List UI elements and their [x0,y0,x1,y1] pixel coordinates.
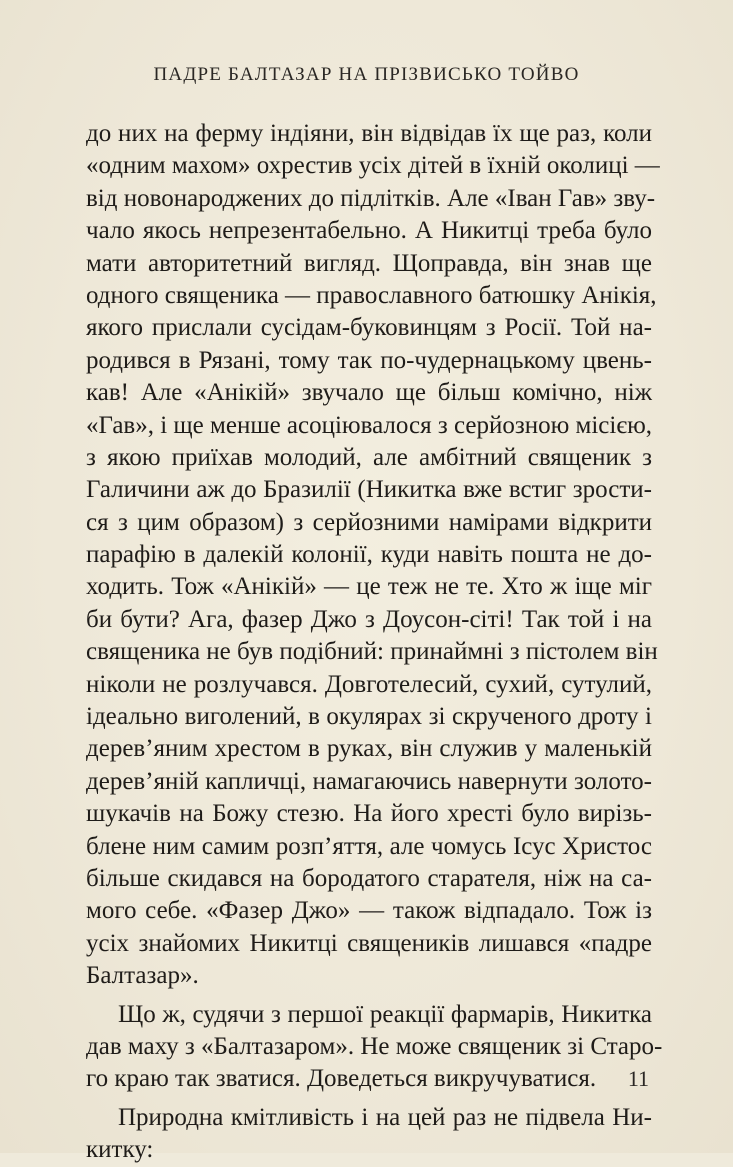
text-line: парафію в далекій колонії, куди навіть пошта не до- [86,541,652,569]
text-line: ходить. Тож «Анікій» — це теж не те. Хто ж іще міг [86,573,652,601]
text-line: Галичини аж до Бразилії (Никитка вже встиг зрости- [86,476,652,504]
paragraph-3 [86,1102,652,1167]
running-head: ПАДРЕ БАЛТАЗАР НА ПРІЗВИСЬКО ТОЙВО [153,64,580,85]
text-line: з якою приїхав молодий, але амбітний священик з [86,443,652,471]
text-line: дав маху з «Балтазаром». Не може священик зі Старо- [86,1032,663,1060]
paragraph-1 [86,118,660,993]
text-line: Що ж, судячи з першої реакції фармарів, Никитка [118,1000,652,1028]
text-line: до них на ферму індіяни, він відвідав їх ще раз, коли [86,120,652,147]
text-line: «одним махом» охрестив усіх дітей в їхній околиці — [86,152,660,180]
text-line: одного священика — православного батюшку Анікія, [86,281,657,309]
text-line: усіх знайомих Никитці священиків лишався «падре [86,929,652,957]
text-line: від новонароджених до підлітків. Але «Іван Гав» зву- [86,184,656,212]
text-line: якого прислали сусідам-буковинцям з Росії. Той на- [86,314,652,342]
text-line: мого себе. «Фазер Джо» — також відпадало. Тож із [86,897,652,925]
text-line: родився в Рязані, тому так по-чудернацькому цвень- [86,346,652,374]
text-line: мати авторитетний вигляд. Щоправда, він знав ще [86,249,652,277]
paragraph-2 [86,999,663,1096]
text-line: ідеально виголений, в окулярах зі скрученого дроту і [86,703,652,731]
text-line: Балтазар». [86,962,199,990]
text-line: Природна кмітливість і на цей раз не підвела Ни- [118,1103,652,1131]
text-line: го краю так зватися. Доведеться викручуватися. [86,1065,597,1093]
text-line: ся з цим образом) з серйозними намірами відкрити [86,508,652,536]
text-line: «Гав», і ще менше асоціювалося з серйозною місією, [86,411,652,439]
text-line: більше скидався на бородатого старателя, ніж на са- [86,864,652,892]
text-line: дерев’яній капличці, намагаючись навернути золото- [86,767,652,795]
text-line: шукачів на Божу стезю. На його хресті було вирізь- [86,800,652,828]
text-line: дерев’яним хрестом в руках, він служив у маленькій [86,735,652,763]
text-line: блене ним самим розп’яття, але чомусь Ісус Христос [86,832,652,860]
text-line: би бути? Ага, фазер Джо з Доусон-сіті! Так той і на [86,605,652,633]
text-line: китку: [86,1136,154,1164]
page-number: 11 [627,1066,649,1091]
text-line: кав! Але «Анікій» звучало ще більш комічно, ніж [86,379,652,407]
text-line: священика не був подібний: принаймні з пістолем він [86,638,658,666]
body-text [86,118,663,1167]
text-line: ніколи не розлучався. Довготелесий, сухий, сутулий, [86,670,652,698]
text-line: чало якось непрезентабельно. А Никитці треба було [86,217,652,245]
